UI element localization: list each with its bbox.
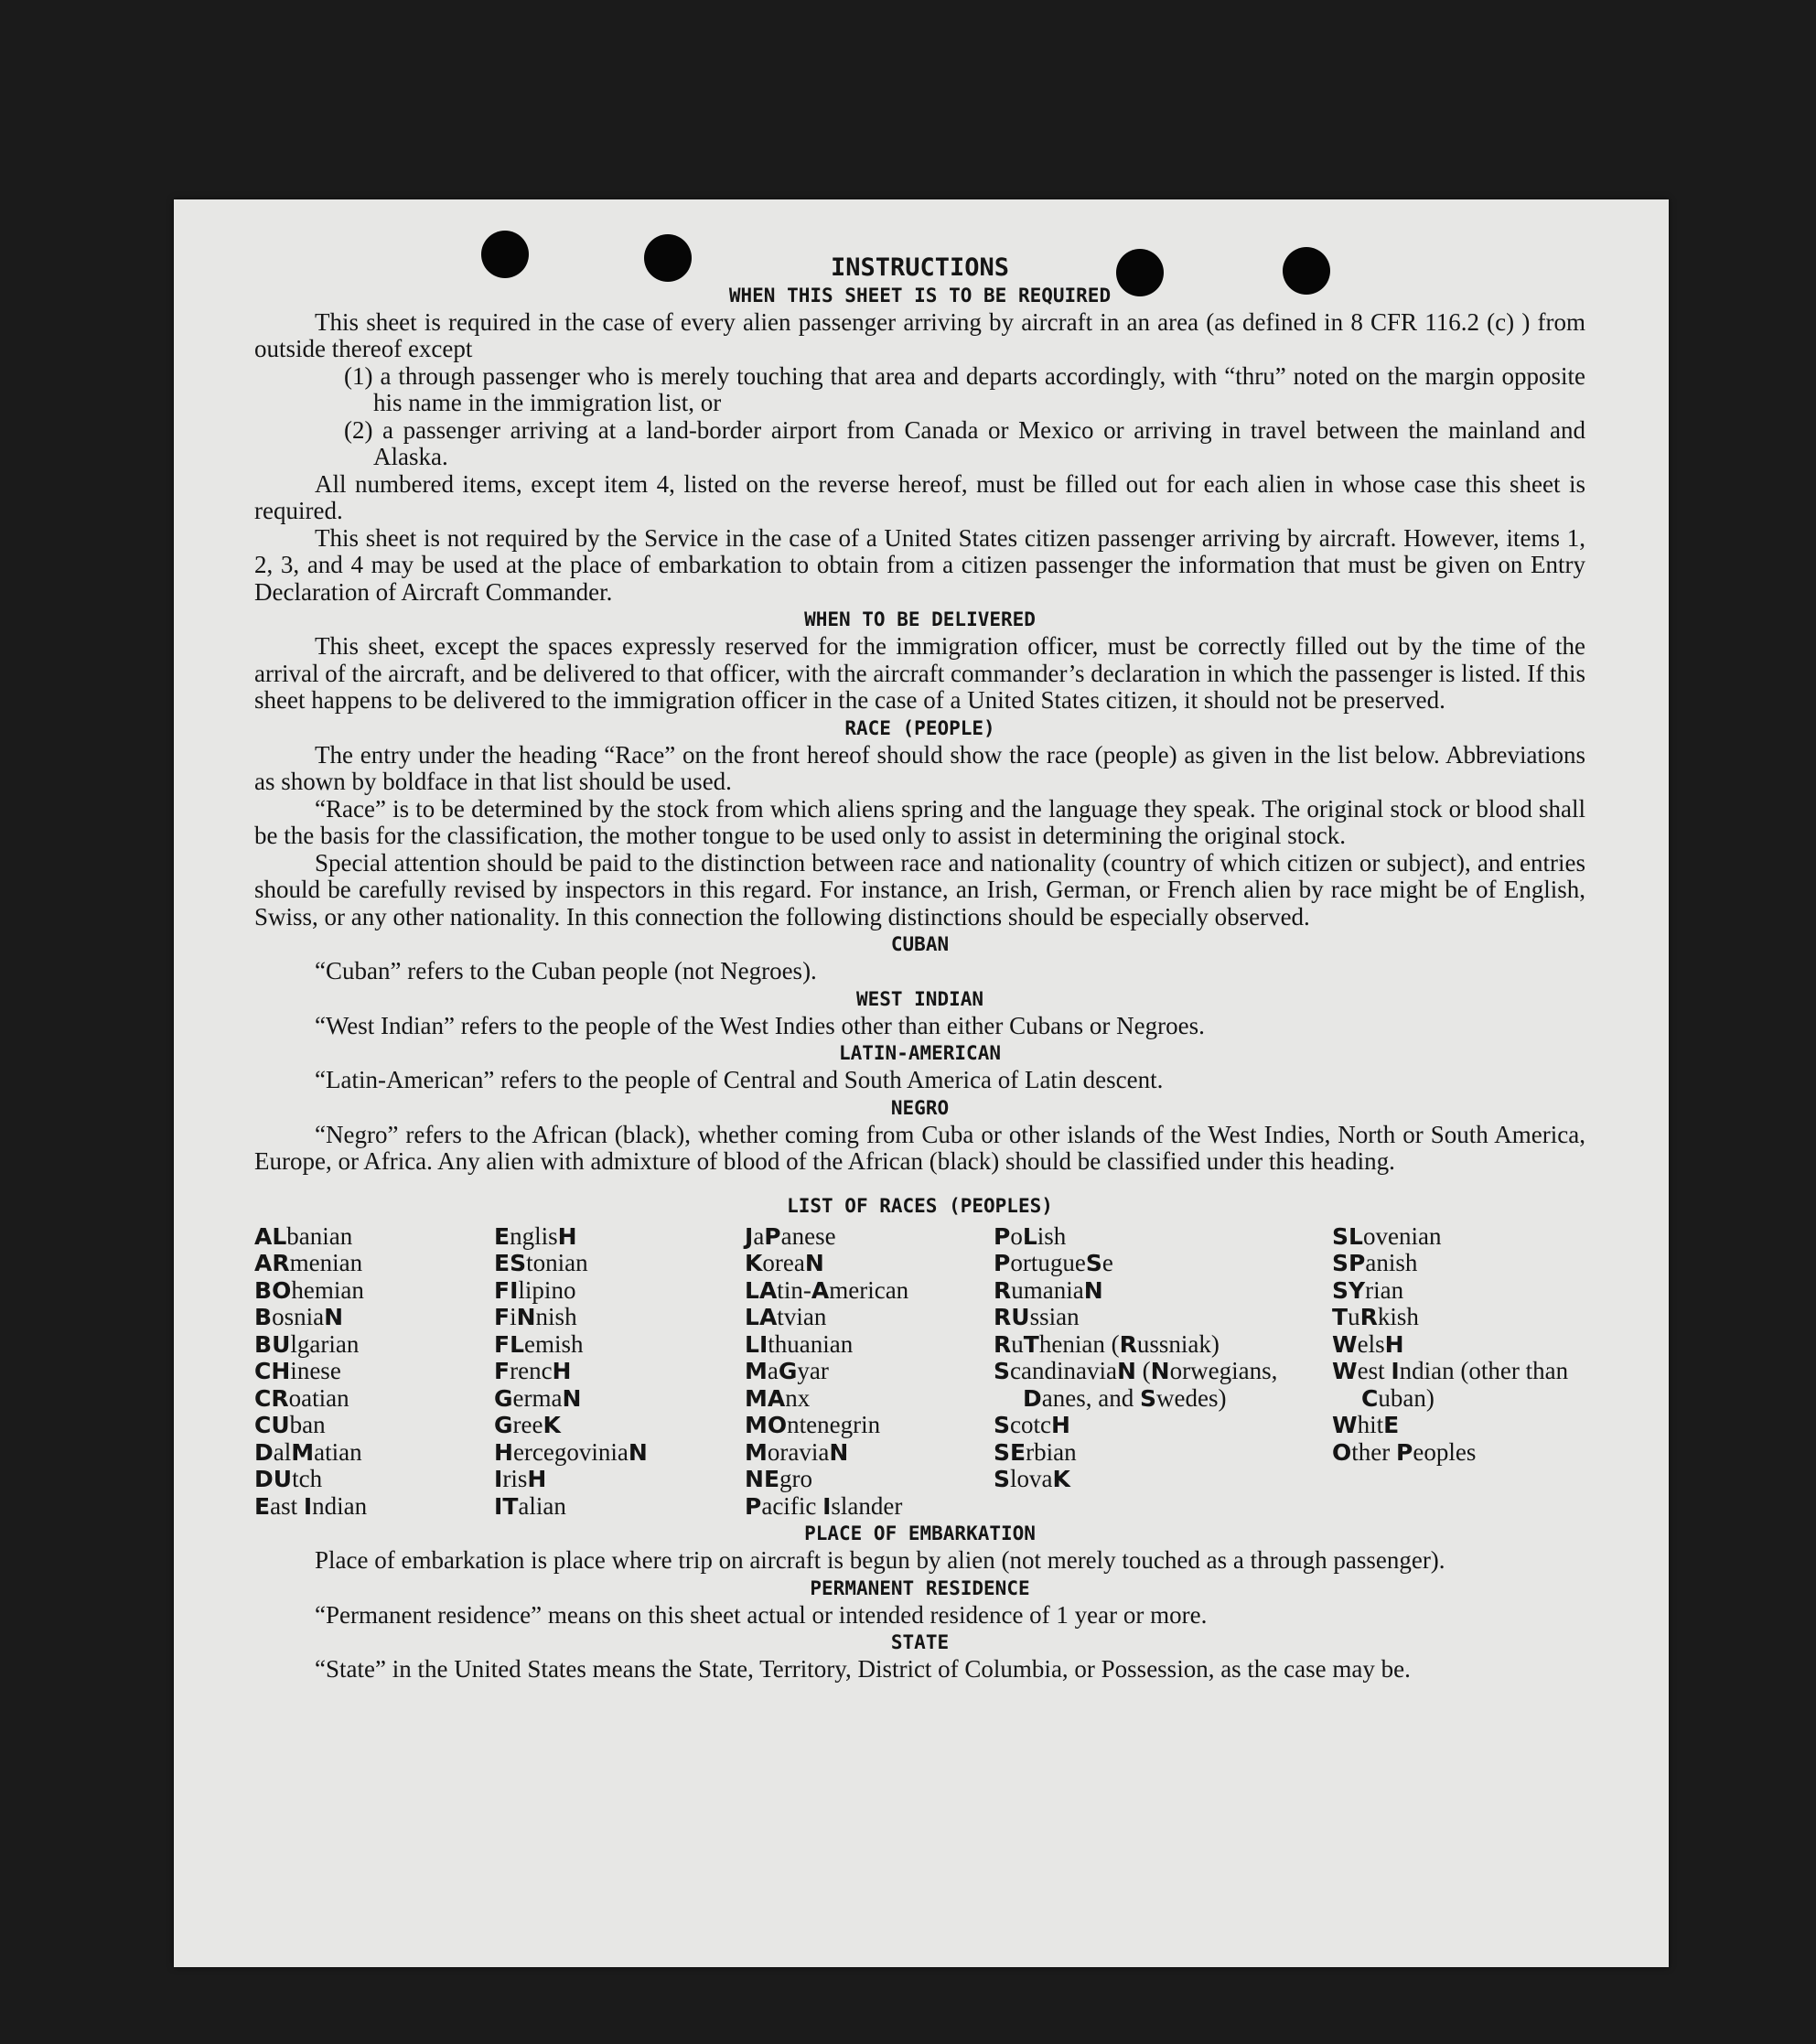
paragraph: All numbered items, except item 4, listed on the reverse hereof, must be filled out for each alien in whose case this sheet is required.	[254, 469, 1585, 524]
section-heading: WEST INDIAN	[855, 987, 984, 1010]
race-entry: SErbian	[994, 1437, 1077, 1466]
race-entry: GermaN	[494, 1383, 582, 1412]
race-entry: MAnx	[745, 1383, 811, 1412]
race-entry: MaGyar	[745, 1357, 829, 1384]
paragraph: Special attention should be paid to the distinction between race and nationality (country of which citizen or subject), and entries should be carefully revised by inspectors in this regard. For instance, an Irish, German, or French alien by race might be of English, Swiss, or any other nationality. In this connection the following distinctions should be especially observed.	[254, 848, 1585, 931]
section-heading: RACE (PEOPLE)	[844, 716, 995, 739]
race-entry: ARmenian	[254, 1249, 363, 1276]
race-entry: SLovenian	[1332, 1221, 1442, 1250]
paragraph: The entry under the heading “Race” on the front hereof should show the race (people) as given in the list below. Abbreviations as shown by boldface in that list should be used.	[254, 740, 1585, 795]
race-entry: LAtvian	[745, 1303, 827, 1330]
race-entry: DalMatian	[254, 1437, 362, 1466]
section-heading: STATE	[890, 1631, 950, 1653]
race-entry: KoreaN	[745, 1249, 824, 1276]
race-entry: BUlgarian	[254, 1329, 360, 1358]
race-entry: ALbanian	[254, 1221, 353, 1250]
race-entry: West Indian (other than Cuban)	[1332, 1357, 1569, 1412]
section-heading: NEGRO	[890, 1096, 950, 1119]
race-entry: IrisH	[494, 1465, 547, 1492]
paragraph: This sheet, except the spaces expressly reserved for the immigration officer, must be correctly filled out by the time of the arrival of the aircraft, and be delivered to that officer, with the aircraft commander’s declaration in which the passenger is listed. If this sheet happens to be delivered to the immigration officer in the case of a United States citizen, it should not be preserved.	[254, 632, 1585, 714]
race-entry: LIthuanian	[745, 1329, 854, 1358]
race-entry: PortugueSe	[994, 1249, 1113, 1276]
paragraph: “Permanent residence” means on this sheet actual or intended residence of 1 year or more.	[315, 1600, 1208, 1629]
race-entry: DUtch	[254, 1465, 323, 1492]
race-entry: ScotcH	[994, 1411, 1070, 1438]
race-entry: FiNnish	[494, 1303, 577, 1330]
paragraph: “Negro” refers to the African (black), whether coming from Cuba or other islands of the West Indies, North or South America, Europe, or Africa. Any alien with admixture of blood of the African (black) should be classified under this heading.	[254, 1120, 1585, 1175]
race-entry: SPanish	[1332, 1249, 1418, 1276]
race-entry: CRoatian	[254, 1383, 349, 1412]
race-entry: MOntenegrin	[745, 1411, 881, 1438]
section-heading: PERMANENT RESIDENCE	[810, 1576, 1030, 1599]
section-heading: LATIN-AMERICAN	[838, 1042, 1001, 1064]
race-entry: HercegoviniaN	[494, 1437, 648, 1466]
race-entry: WelsH	[1332, 1329, 1404, 1358]
race-column	[745, 1223, 994, 1521]
race-entry: EnglisH	[494, 1221, 577, 1250]
paragraph: “Cuban” refers to the Cuban people (not Negroes).	[315, 957, 817, 984]
race-entry: ITalian	[494, 1491, 566, 1520]
instructions-content	[254, 254, 1585, 1684]
race-entry: BOhemian	[254, 1275, 364, 1304]
race-entry: GreeK	[494, 1411, 561, 1438]
race-entry: WhitE	[1332, 1411, 1400, 1438]
section-heading: PLACE OF EMBARKATION	[804, 1522, 1036, 1544]
race-entry: CHinese	[254, 1357, 341, 1384]
race-entry: FIlipino	[494, 1275, 576, 1304]
race-entry: RUssian	[994, 1303, 1080, 1330]
paragraph: “Race” is to be determined by the stock from which aliens spring and the language they speak. The original stock or blood shall be the basis for the classification, the mother tongue to be used only to assist in determining the original stock.	[254, 794, 1585, 849]
paragraph: Place of embarkation is place where trip on aircraft is begun by alien (not merely touched as a through passenger).	[315, 1546, 1445, 1574]
race-entry: RumaniaN	[994, 1275, 1103, 1304]
race-entry: JaPanese	[745, 1221, 836, 1250]
paragraph: “Latin-American” refers to the people of Central and South America of Latin descent.	[315, 1066, 1164, 1093]
list-item: (2) a passenger arriving at a land-border airport from Canada or Mexico or arriving in travel between the mainland and Alaska.	[344, 415, 1585, 470]
race-entry: FLemish	[494, 1329, 584, 1358]
race-entry: NEgro	[745, 1465, 813, 1492]
paragraph: This sheet is not required by the Service in the case of a United States citizen passenger arriving by aircraft. However, items 1, 2, 3, and 4 may be used at the place of embarkation to obtain from a citizen passenger the information that must be given on Entry Declaration of Aircraft Commander.	[254, 523, 1585, 606]
list-item: (1) a through passenger who is merely touching that area and departs accordingly, with “thru” noted on the margin opposite his name in the immigration list, or	[344, 361, 1585, 416]
paragraph: “West Indian” refers to the people of the West Indies other than either Cubans or Negroes.	[315, 1011, 1205, 1039]
document-sheet	[174, 199, 1669, 1967]
section-heading: LIST OF RACES (PEOPLES)	[787, 1194, 1053, 1217]
paragraph: “State” in the United States means the State, Territory, District of Columbia, or Possession, as the case may be.	[315, 1655, 1411, 1683]
race-entry: SlovaK	[994, 1465, 1070, 1492]
race-column	[254, 1223, 494, 1521]
race-entry: East Indian	[254, 1491, 368, 1520]
race-entry: BosniaN	[254, 1303, 344, 1330]
race-entry: FrencH	[494, 1357, 572, 1384]
race-column	[994, 1223, 1332, 1521]
race-entry: ScandinaviaN (Norwegians, Danes, and Swedes)	[994, 1357, 1278, 1412]
race-entry: MoraviaN	[745, 1437, 849, 1466]
section-heading: CUBAN	[890, 933, 950, 955]
race-entry: PoLish	[994, 1221, 1067, 1250]
race-entry: EStonian	[494, 1249, 588, 1276]
race-list	[254, 1223, 1585, 1521]
race-column	[1332, 1223, 1585, 1521]
race-entry: TuRkish	[1332, 1303, 1419, 1330]
race-column	[494, 1223, 745, 1521]
race-entry: LAtin-American	[745, 1275, 909, 1304]
race-entry: CUban	[254, 1411, 326, 1438]
section-heading: WHEN TO BE DELIVERED	[804, 608, 1036, 630]
section-heading: WHEN THIS SHEET IS TO BE REQUIRED	[728, 284, 1112, 307]
race-entry: Other Peoples	[1332, 1437, 1477, 1466]
race-entry: RuThenian (Russniak)	[994, 1329, 1220, 1358]
race-entry: SYrian	[1332, 1275, 1404, 1304]
race-entry: Pacific Islander	[745, 1491, 903, 1520]
page-title: INSTRUCTIONS	[830, 253, 1010, 282]
paragraph: This sheet is required in the case of every alien passenger arriving by aircraft in an area (as defined in 8 CFR 116.2 (c) ) from outside thereof except	[254, 307, 1585, 362]
